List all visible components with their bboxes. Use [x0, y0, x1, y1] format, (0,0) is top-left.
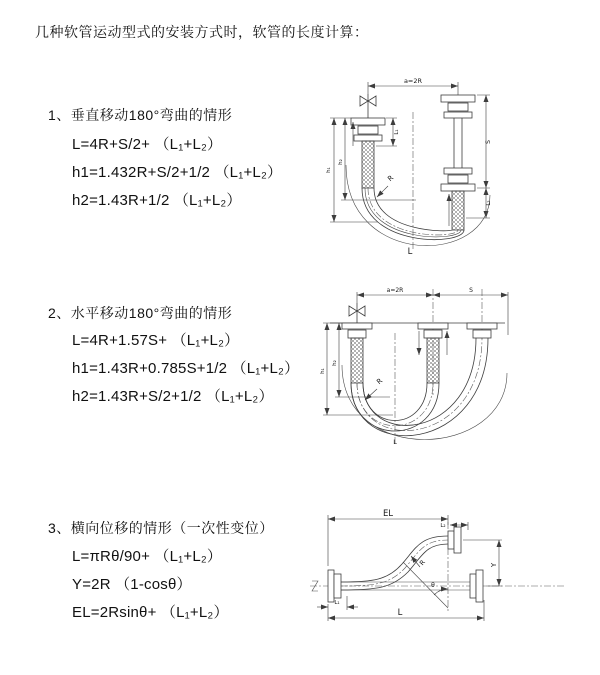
formula-line: h1=1.432R+S/2+1/2 （L₁+L₂） — [72, 164, 283, 181]
dim-label-span: a=2R — [403, 77, 423, 85]
valve-icon — [349, 303, 365, 323]
dim-label-l1: L₁ — [334, 600, 340, 606]
left-flange — [351, 118, 385, 141]
formula-block-lateral — [72, 543, 229, 627]
radius-leader — [365, 377, 384, 400]
section-heading-vertical: 1、垂直移动180°弯曲的情形 — [48, 107, 233, 123]
left-flange — [328, 570, 341, 602]
dimension-length — [328, 600, 484, 621]
dim-label-y: Y — [490, 562, 498, 568]
section-heading-horizontal: 2、水平移动180°弯曲的情形 — [48, 305, 233, 321]
formula-line: L=πRθ/90+ （L₁+L₂） — [72, 548, 223, 565]
dimension-l2 — [486, 188, 492, 218]
dimension-el — [328, 509, 448, 566]
dim-label-l1: L₁ — [394, 129, 400, 135]
dim-label-length: L — [407, 247, 413, 257]
bend-angle-construction — [403, 522, 448, 612]
dim-label-radius: R — [375, 376, 385, 387]
dim-label-radius: R — [417, 558, 427, 568]
dim-label-s: S — [469, 287, 473, 294]
formula-line: h1=1.43R+0.785S+1/2 （L₁+L₂） — [72, 360, 300, 377]
right-flange-original — [470, 570, 483, 602]
dim-label-l2: L₂ — [486, 200, 492, 206]
formula-block-horizontal — [72, 327, 299, 411]
dim-label-length: L — [393, 438, 397, 446]
braided-hose-section — [351, 338, 363, 383]
diagram-vertical-bend-180 — [318, 70, 568, 260]
formula-block-vertical — [72, 131, 282, 215]
radius-leader — [377, 174, 395, 197]
formula-line: Y=2R （1-cosθ） — [72, 576, 192, 593]
dim-label-h1: h₁ — [320, 368, 326, 374]
dimension-span — [368, 77, 458, 95]
formula-line: h2=1.43R+1/2 （L₁+L₂） — [72, 192, 242, 209]
braided-hose-section — [362, 141, 374, 188]
upper-flange-displaced — [448, 527, 461, 553]
page-title: 几种软管运动型式的安装方式时，软管的长度计算： — [35, 24, 369, 40]
formula-line: EL=2Rsinθ+ （L₁+L₂） — [72, 604, 229, 621]
formula-line: L=4R+S/2+ （L₁+L₂） — [72, 136, 223, 153]
middle-flange — [418, 323, 448, 338]
dim-label-el: EL — [382, 509, 394, 519]
right-flange — [467, 323, 497, 338]
left-flange — [342, 323, 372, 338]
section-heading-lateral: 3、横向位移的情形（一次性变位） — [48, 520, 274, 536]
dim-label-l2: L₂ — [440, 523, 446, 529]
right-pipe — [454, 118, 462, 168]
diagram-horizontal-bend-180 — [315, 283, 570, 453]
dim-label-h2: h₂ — [332, 360, 338, 366]
dim-label-h1: h₁ — [326, 167, 332, 173]
formula-line: L=4R+1.57S+ （L₁+L₂） — [72, 332, 240, 349]
right-flange-upper — [441, 95, 475, 118]
dim-label-theta: θ — [431, 582, 435, 589]
dimension-s — [433, 287, 508, 295]
dim-label-radius: R — [386, 173, 396, 184]
diagram-lateral-displacement — [300, 500, 590, 635]
formula-line: h2=1.43R+S/2+1/2 （L₁+L₂） — [72, 388, 274, 405]
braided-hose-section — [427, 338, 439, 383]
braided-hose-section — [452, 191, 464, 230]
valve-icon — [360, 94, 376, 118]
dim-label-span: a=2R — [386, 287, 404, 294]
u-bend-hose-displaced — [342, 338, 507, 440]
dim-label-s: S — [485, 140, 492, 144]
dim-label-length: L — [397, 608, 403, 618]
dim-label-h2: h₂ — [338, 159, 344, 165]
right-flange-lower — [441, 168, 475, 191]
